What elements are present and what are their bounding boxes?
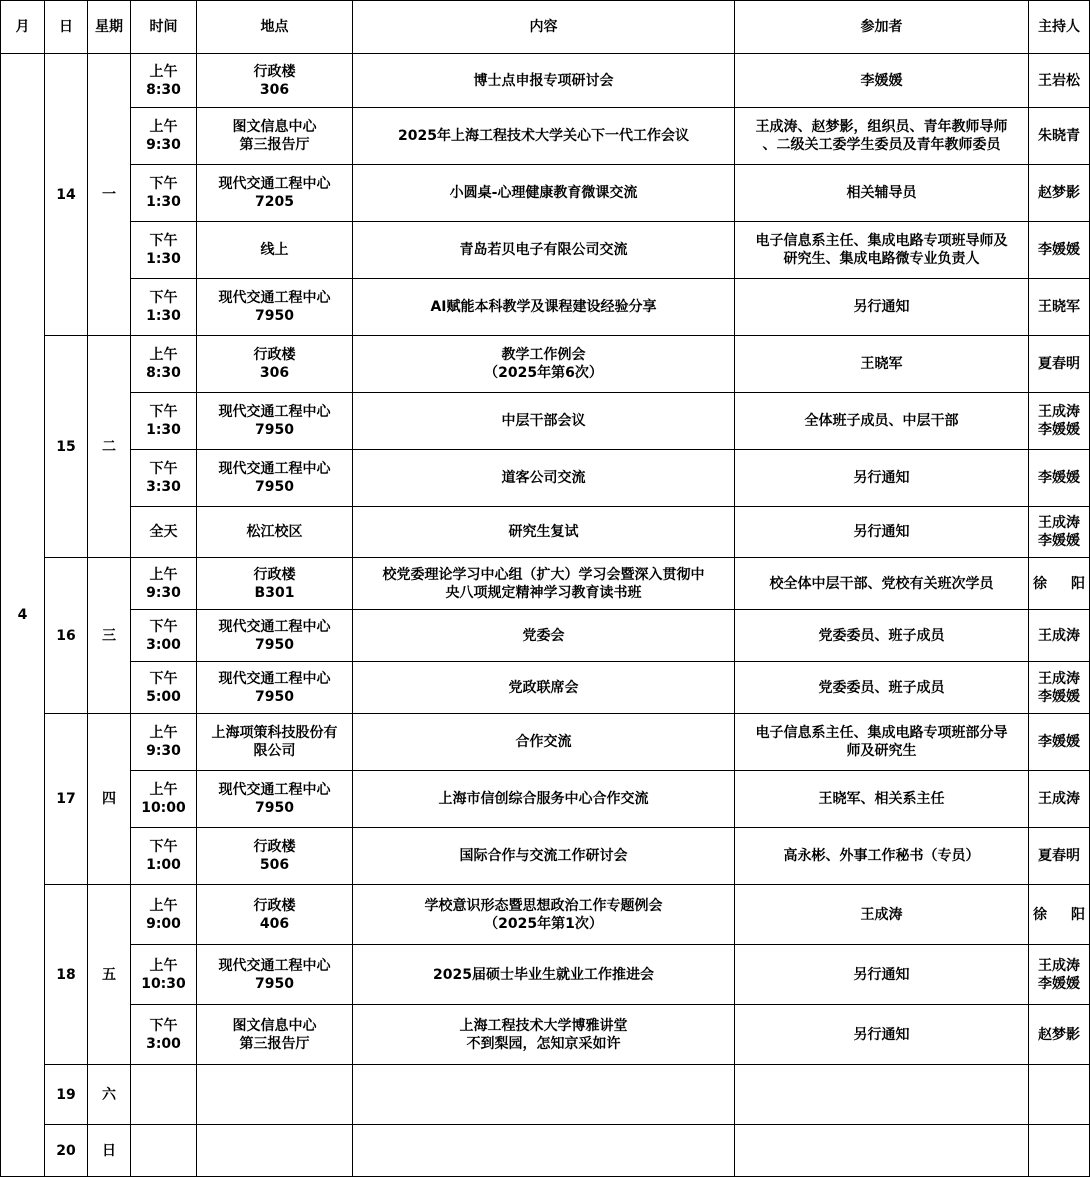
content-cell: 2025届硕士毕业生就业工作推进会 xyxy=(353,945,735,1005)
host-cell: 夏春明 xyxy=(1029,828,1090,885)
table-row xyxy=(1,885,1090,945)
content-cell: 小圆桌-心理健康教育微课交流 xyxy=(353,165,735,222)
participants-cell: 校全体中层干部、党校有关班次学员 xyxy=(735,558,1029,610)
host-cell: 王成涛 xyxy=(1029,610,1090,662)
location-cell: 行政楼 B301 xyxy=(197,558,353,610)
content-cell: 中层干部会议 xyxy=(353,393,735,450)
content-cell xyxy=(353,1065,735,1125)
participants-cell: 党委委员、班子成员 xyxy=(735,610,1029,662)
time-cell: 上午 9:30 xyxy=(131,714,197,771)
day-cell: 20 xyxy=(45,1125,88,1177)
month-cell: 4 xyxy=(1,54,45,1177)
day-cell: 16 xyxy=(45,558,88,714)
table-row xyxy=(1,54,1090,108)
participants-cell xyxy=(735,1125,1029,1177)
participants-cell: 电子信息系主任、集成电路专项班部分导 师及研究生 xyxy=(735,714,1029,771)
time-cell: 下午 1:30 xyxy=(131,393,197,450)
day-cell: 17 xyxy=(45,714,88,885)
content-cell: 上海市信创综合服务中心合作交流 xyxy=(353,771,735,828)
location-cell: 现代交通工程中心 7950 xyxy=(197,279,353,336)
participants-cell: 高永彬、外事工作秘书（专员） xyxy=(735,828,1029,885)
time-cell: 下午 3:00 xyxy=(131,610,197,662)
table-row xyxy=(1,714,1090,771)
header-host: 主持人 xyxy=(1029,1,1090,54)
content-cell: 2025年上海工程技术大学关心下一代工作会议 xyxy=(353,108,735,165)
weekday-cell: 二 xyxy=(88,336,131,558)
host-cell: 赵梦影 xyxy=(1029,1005,1090,1065)
host-cell: 徐阳 xyxy=(1029,885,1090,945)
table-row xyxy=(1,558,1090,610)
participants-cell: 李媛媛 xyxy=(735,54,1029,108)
host-cell: 王成涛 李媛媛 xyxy=(1029,945,1090,1005)
participants-cell: 另行通知 xyxy=(735,1005,1029,1065)
participants-cell: 王成涛、赵梦影，组织员、青年教师导师 、二级关工委学生委员及青年教师委员 xyxy=(735,108,1029,165)
host-cell: 朱晓青 xyxy=(1029,108,1090,165)
content-cell: 道客公司交流 xyxy=(353,450,735,507)
table-row xyxy=(1,336,1090,393)
weekday-cell: 六 xyxy=(88,1065,131,1125)
host-cell: 徐阳 xyxy=(1029,558,1090,610)
location-cell: 图文信息中心 第三报告厅 xyxy=(197,108,353,165)
table-row xyxy=(1,1065,1090,1125)
location-cell: 上海项策科技股份有 限公司 xyxy=(197,714,353,771)
content-cell: 国际合作与交流工作研讨会 xyxy=(353,828,735,885)
weekday-cell: 一 xyxy=(88,54,131,336)
table-row xyxy=(1,393,1090,450)
header-weekday: 星期 xyxy=(88,1,131,54)
table-row xyxy=(1,279,1090,336)
content-cell xyxy=(353,1125,735,1177)
schedule-body xyxy=(1,54,1090,1177)
location-cell: 行政楼 506 xyxy=(197,828,353,885)
time-cell: 上午 9:00 xyxy=(131,885,197,945)
table-row xyxy=(1,165,1090,222)
weekday-cell: 日 xyxy=(88,1125,131,1177)
weekday-cell: 三 xyxy=(88,558,131,714)
table-row xyxy=(1,662,1090,714)
time-cell xyxy=(131,1065,197,1125)
location-cell: 现代交通工程中心 7205 xyxy=(197,165,353,222)
participants-cell: 王晓军、相关系主任 xyxy=(735,771,1029,828)
table-row xyxy=(1,828,1090,885)
host-cell xyxy=(1029,1065,1090,1125)
content-cell: 党政联席会 xyxy=(353,662,735,714)
time-cell xyxy=(131,1125,197,1177)
time-cell: 下午 1:30 xyxy=(131,279,197,336)
host-cell: 李媛媛 xyxy=(1029,450,1090,507)
header-day: 日 xyxy=(45,1,88,54)
header-time: 时间 xyxy=(131,1,197,54)
host-cell: 王岩松 xyxy=(1029,54,1090,108)
host-cell: 赵梦影 xyxy=(1029,165,1090,222)
time-cell: 下午 3:30 xyxy=(131,450,197,507)
day-cell: 14 xyxy=(45,54,88,336)
table-row xyxy=(1,450,1090,507)
participants-cell: 党委委员、班子成员 xyxy=(735,662,1029,714)
time-cell: 上午 10:00 xyxy=(131,771,197,828)
location-cell: 现代交通工程中心 7950 xyxy=(197,610,353,662)
participants-cell: 另行通知 xyxy=(735,450,1029,507)
content-cell: 博士点申报专项研讨会 xyxy=(353,54,735,108)
host-cell: 王成涛 李媛媛 xyxy=(1029,507,1090,558)
table-row xyxy=(1,771,1090,828)
participants-cell: 相关辅导员 xyxy=(735,165,1029,222)
location-cell: 现代交通工程中心 7950 xyxy=(197,393,353,450)
content-cell: 党委会 xyxy=(353,610,735,662)
host-cell: 李媛媛 xyxy=(1029,714,1090,771)
content-cell: 学校意识形态暨思想政治工作专题例会 （2025年第1次） xyxy=(353,885,735,945)
time-cell: 上午 9:30 xyxy=(131,558,197,610)
table-row xyxy=(1,610,1090,662)
host-cell: 王晓军 xyxy=(1029,279,1090,336)
participants-cell: 另行通知 xyxy=(735,945,1029,1005)
location-cell: 现代交通工程中心 7950 xyxy=(197,662,353,714)
participants-cell: 王成涛 xyxy=(735,885,1029,945)
participants-cell xyxy=(735,1065,1029,1125)
location-cell: 图文信息中心 第三报告厅 xyxy=(197,1005,353,1065)
host-cell: 夏春明 xyxy=(1029,336,1090,393)
time-cell: 下午 3:00 xyxy=(131,1005,197,1065)
location-cell: 松江校区 xyxy=(197,507,353,558)
table-row xyxy=(1,222,1090,279)
host-cell: 王成涛 李媛媛 xyxy=(1029,393,1090,450)
day-cell: 15 xyxy=(45,336,88,558)
location-cell: 现代交通工程中心 7950 xyxy=(197,450,353,507)
location-cell: 现代交通工程中心 7950 xyxy=(197,771,353,828)
time-cell: 上午 8:30 xyxy=(131,336,197,393)
content-cell: 教学工作例会 （2025年第6次） xyxy=(353,336,735,393)
location-cell xyxy=(197,1065,353,1125)
location-cell: 线上 xyxy=(197,222,353,279)
host-cell: 王成涛 李媛媛 xyxy=(1029,662,1090,714)
host-cell: 王成涛 xyxy=(1029,771,1090,828)
location-cell: 行政楼 406 xyxy=(197,885,353,945)
time-cell: 下午 1:00 xyxy=(131,828,197,885)
weekday-cell: 四 xyxy=(88,714,131,885)
location-cell: 现代交通工程中心 7950 xyxy=(197,945,353,1005)
participants-cell: 另行通知 xyxy=(735,279,1029,336)
time-cell: 上午 10:30 xyxy=(131,945,197,1005)
header-content: 内容 xyxy=(353,1,735,54)
time-cell: 全天 xyxy=(131,507,197,558)
time-cell: 上午 9:30 xyxy=(131,108,197,165)
table-row xyxy=(1,108,1090,165)
host-cell xyxy=(1029,1125,1090,1177)
participants-cell: 另行通知 xyxy=(735,507,1029,558)
time-cell: 下午 1:30 xyxy=(131,165,197,222)
header-row xyxy=(1,1,1090,54)
participants-cell: 王晓军 xyxy=(735,336,1029,393)
table-row xyxy=(1,945,1090,1005)
table-row xyxy=(1,1125,1090,1177)
participants-cell: 全体班子成员、中层干部 xyxy=(735,393,1029,450)
table-row xyxy=(1,507,1090,558)
content-cell: AI赋能本科教学及课程建设经验分享 xyxy=(353,279,735,336)
content-cell: 校党委理论学习中心组（扩大）学习会暨深入贯彻中 央八项规定精神学习教育读书班 xyxy=(353,558,735,610)
location-cell xyxy=(197,1125,353,1177)
time-cell: 下午 5:00 xyxy=(131,662,197,714)
location-cell: 行政楼 306 xyxy=(197,54,353,108)
location-cell: 行政楼 306 xyxy=(197,336,353,393)
content-cell: 研究生复试 xyxy=(353,507,735,558)
participants-cell: 电子信息系主任、集成电路专项班导师及 研究生、集成电路微专业负责人 xyxy=(735,222,1029,279)
time-cell: 下午 1:30 xyxy=(131,222,197,279)
header-month: 月 xyxy=(1,1,45,54)
host-cell: 李媛媛 xyxy=(1029,222,1090,279)
day-cell: 18 xyxy=(45,885,88,1065)
header-location: 地点 xyxy=(197,1,353,54)
content-cell: 合作交流 xyxy=(353,714,735,771)
table-row xyxy=(1,1005,1090,1065)
weekday-cell: 五 xyxy=(88,885,131,1065)
time-cell: 上午 8:30 xyxy=(131,54,197,108)
header-participants: 参加者 xyxy=(735,1,1029,54)
content-cell: 青岛若贝电子有限公司交流 xyxy=(353,222,735,279)
content-cell: 上海工程技术大学博雅讲堂 不到梨园，怎知京采如许 xyxy=(353,1005,735,1065)
day-cell: 19 xyxy=(45,1065,88,1125)
